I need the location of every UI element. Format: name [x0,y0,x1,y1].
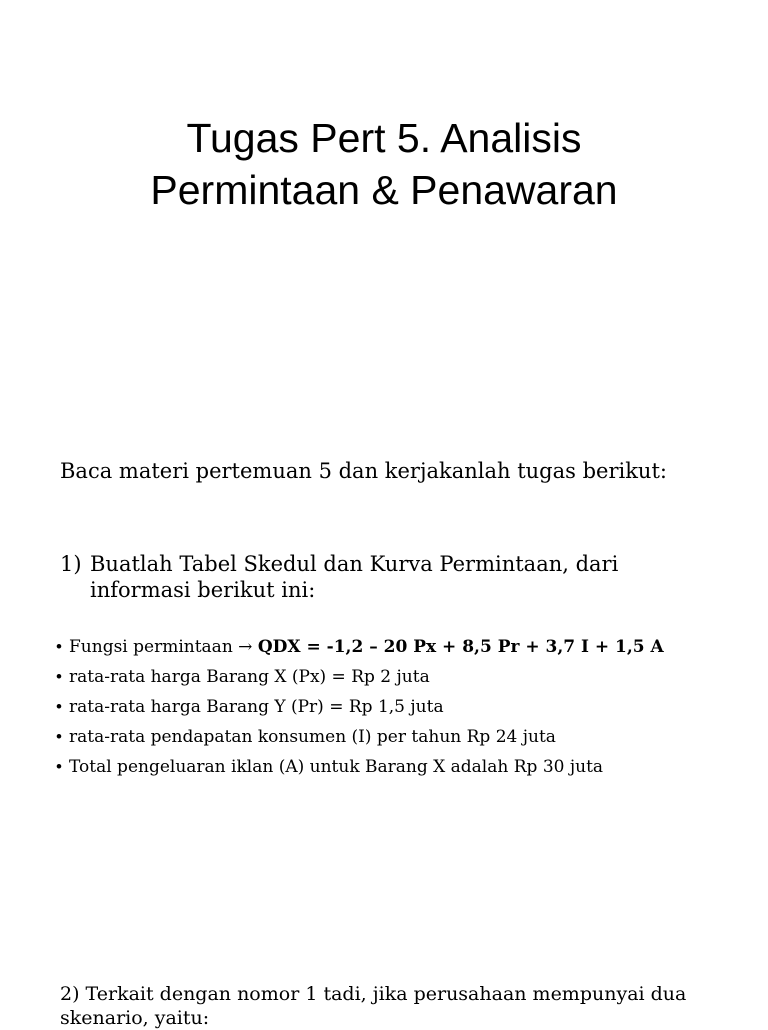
bullet-icon: • [56,757,62,776]
bullet-item-price-y [56,697,716,717]
bullet-text: rata-rata pendapatan konsumen (I) per tahun Rp 24 juta [69,727,556,747]
demand-function-label: Fungsi permintaan → [69,637,258,657]
bullet-icon: • [56,667,62,686]
slide-title-line-2: Permintaan & Penawaran [150,167,618,213]
slide-title [0,112,768,216]
bullet-text: rata-rata harga Barang Y (Pr) = Rp 1,5 juta [69,697,444,717]
info-bullet-list [56,637,716,787]
bullet-icon: • [56,637,62,656]
task-2: 2) Terkait dengan nomor 1 tadi, jika perusahaan mempunyai dua skenario, yaitu: [60,983,687,1029]
demand-function-formula: QDX = -1,2 – 20 Px + 8,5 Pr + 3,7 I + 1,5 A [257,637,664,657]
intro-instruction: Baca materi pertemuan 5 dan kerjakanlah tugas berikut: [60,459,667,483]
bullet-text: Total pengeluaran iklan (A) untuk Barang X adalah Rp 30 juta [69,757,604,777]
task-1-text: Buatlah Tabel Skedul dan Kurva Permintaan, dari informasi berikut ini: [90,552,619,602]
bullet-icon: • [56,727,62,746]
bullet-item-advertising [56,757,716,777]
bullet-item-price-x [56,667,716,687]
bullet-item-income [56,727,716,747]
task-1 [60,551,700,603]
bullet-text: rata-rata harga Barang X (Px) = Rp 2 juta [69,667,430,687]
slide-title-line-1: Tugas Pert 5. Analisis [186,115,582,161]
task-1-number: 1) [60,552,82,576]
bullet-icon: • [56,697,62,716]
bullet-item-demand-function [56,637,716,657]
